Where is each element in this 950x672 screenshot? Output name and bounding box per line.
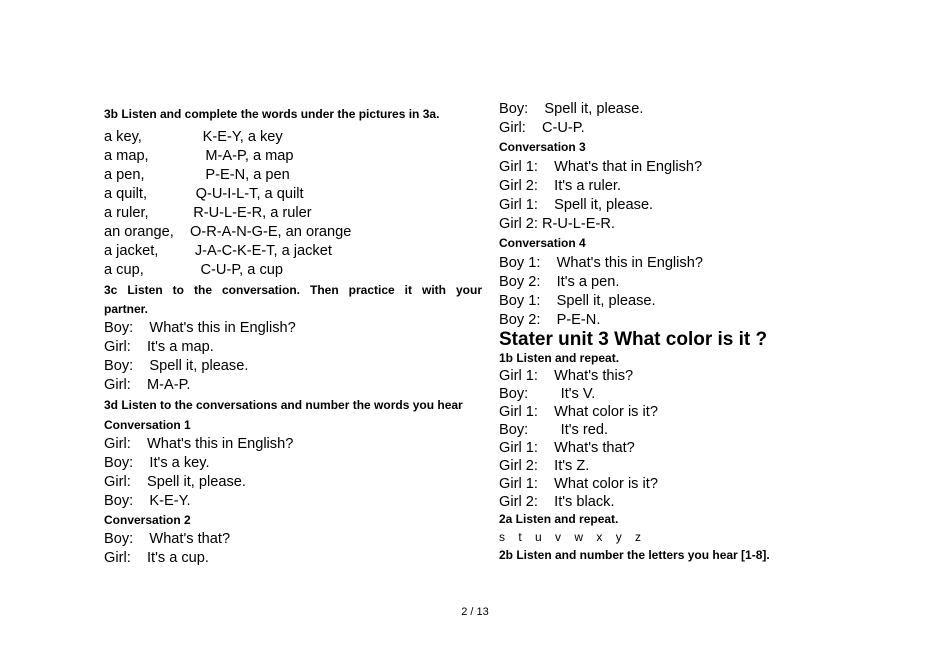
text-line: Girl: Spell it, please. (104, 474, 246, 490)
text-line: Boy: K-E-Y. (104, 493, 191, 509)
text-line: a key, K-E-Y, a key (104, 129, 283, 145)
text-line: Boy: What's this in English? (104, 320, 296, 336)
text-line: a quilt, Q-U-I-L-T, a quilt (104, 186, 304, 202)
section-heading: 3c Listen to the conversation. Then practice it with your (104, 283, 482, 297)
text-line: Boy 2: P-E-N. (499, 312, 601, 328)
text-line: Girl: What's this in English? (104, 436, 294, 452)
text-line: a ruler, R-U-L-E-R, a ruler (104, 205, 312, 221)
text-line: Boy: Spell it, please. (104, 358, 249, 374)
text-line: Girl 1: What's this? (499, 368, 634, 384)
text-line: Boy: Spell it, please. (499, 101, 644, 117)
left-column (104, 100, 482, 568)
text-line: Girl: It's a cup. (104, 550, 209, 566)
text-line: Girl 1: What's that in English? (499, 159, 703, 175)
section-heading: Conversation 1 (104, 418, 191, 432)
text-line: Girl 1: What color is it? (499, 476, 658, 492)
text-line: Boy 2: It's a pen. (499, 274, 620, 290)
section-heading: 1b Listen and repeat. (499, 351, 620, 365)
text-line: Girl 2: R-U-L-E-R. (499, 216, 615, 232)
text-line: Girl 1: What's that? (499, 440, 635, 456)
text-line: Boy: It's V. (499, 386, 596, 402)
section-heading: 3b Listen and complete the words under the pictures in 3a. (104, 107, 440, 121)
text-line: Boy: It's a key. (104, 455, 210, 471)
text-line: an orange, O-R-A-N-G-E, an orange (104, 224, 352, 240)
text-line: Girl: M-A-P. (104, 377, 191, 393)
text-line: a jacket, J-A-C-K-E-T, a jacket (104, 243, 332, 259)
text-line: a map, M-A-P, a map (104, 148, 294, 164)
section-heading: Conversation 2 (104, 513, 191, 527)
text-line: Girl 2: It's a ruler. (499, 178, 622, 194)
page-number: 2 / 13 (461, 606, 489, 618)
unit-title: Stater unit 3 What color is it ? (499, 329, 768, 350)
section-heading: Conversation 3 (499, 140, 586, 154)
section-heading: 3d Listen to the conversations and number the words you hear (104, 398, 463, 412)
section-heading: partner. (104, 302, 149, 316)
text-line: Boy: What's that? (104, 531, 231, 547)
text-line: Girl: It's a map. (104, 339, 214, 355)
text-line: Girl 1: Spell it, please. (499, 197, 654, 213)
text-line: Girl: C-U-P. (499, 120, 585, 136)
text-line: Boy 1: Spell it, please. (499, 293, 656, 309)
text-line: Girl 1: What color is it? (499, 404, 658, 420)
section-heading: Conversation 4 (499, 236, 586, 250)
text-line: Boy 1: What's this in English? (499, 255, 703, 271)
text-line: Boy: It's red. (499, 422, 609, 438)
text-line: a pen, P-E-N, a pen (104, 167, 290, 183)
section-heading: 2b Listen and number the letters you hear [1-8]. (499, 548, 770, 562)
text-line: Girl 2: It's Z. (499, 458, 590, 474)
text-line: a cup, C-U-P, a cup (104, 262, 283, 278)
right-column (499, 100, 919, 564)
text-line: Girl 2: It's black. (499, 494, 615, 510)
text-line: s t u v w x y z (499, 530, 642, 544)
section-heading: 2a Listen and repeat. (499, 512, 619, 526)
